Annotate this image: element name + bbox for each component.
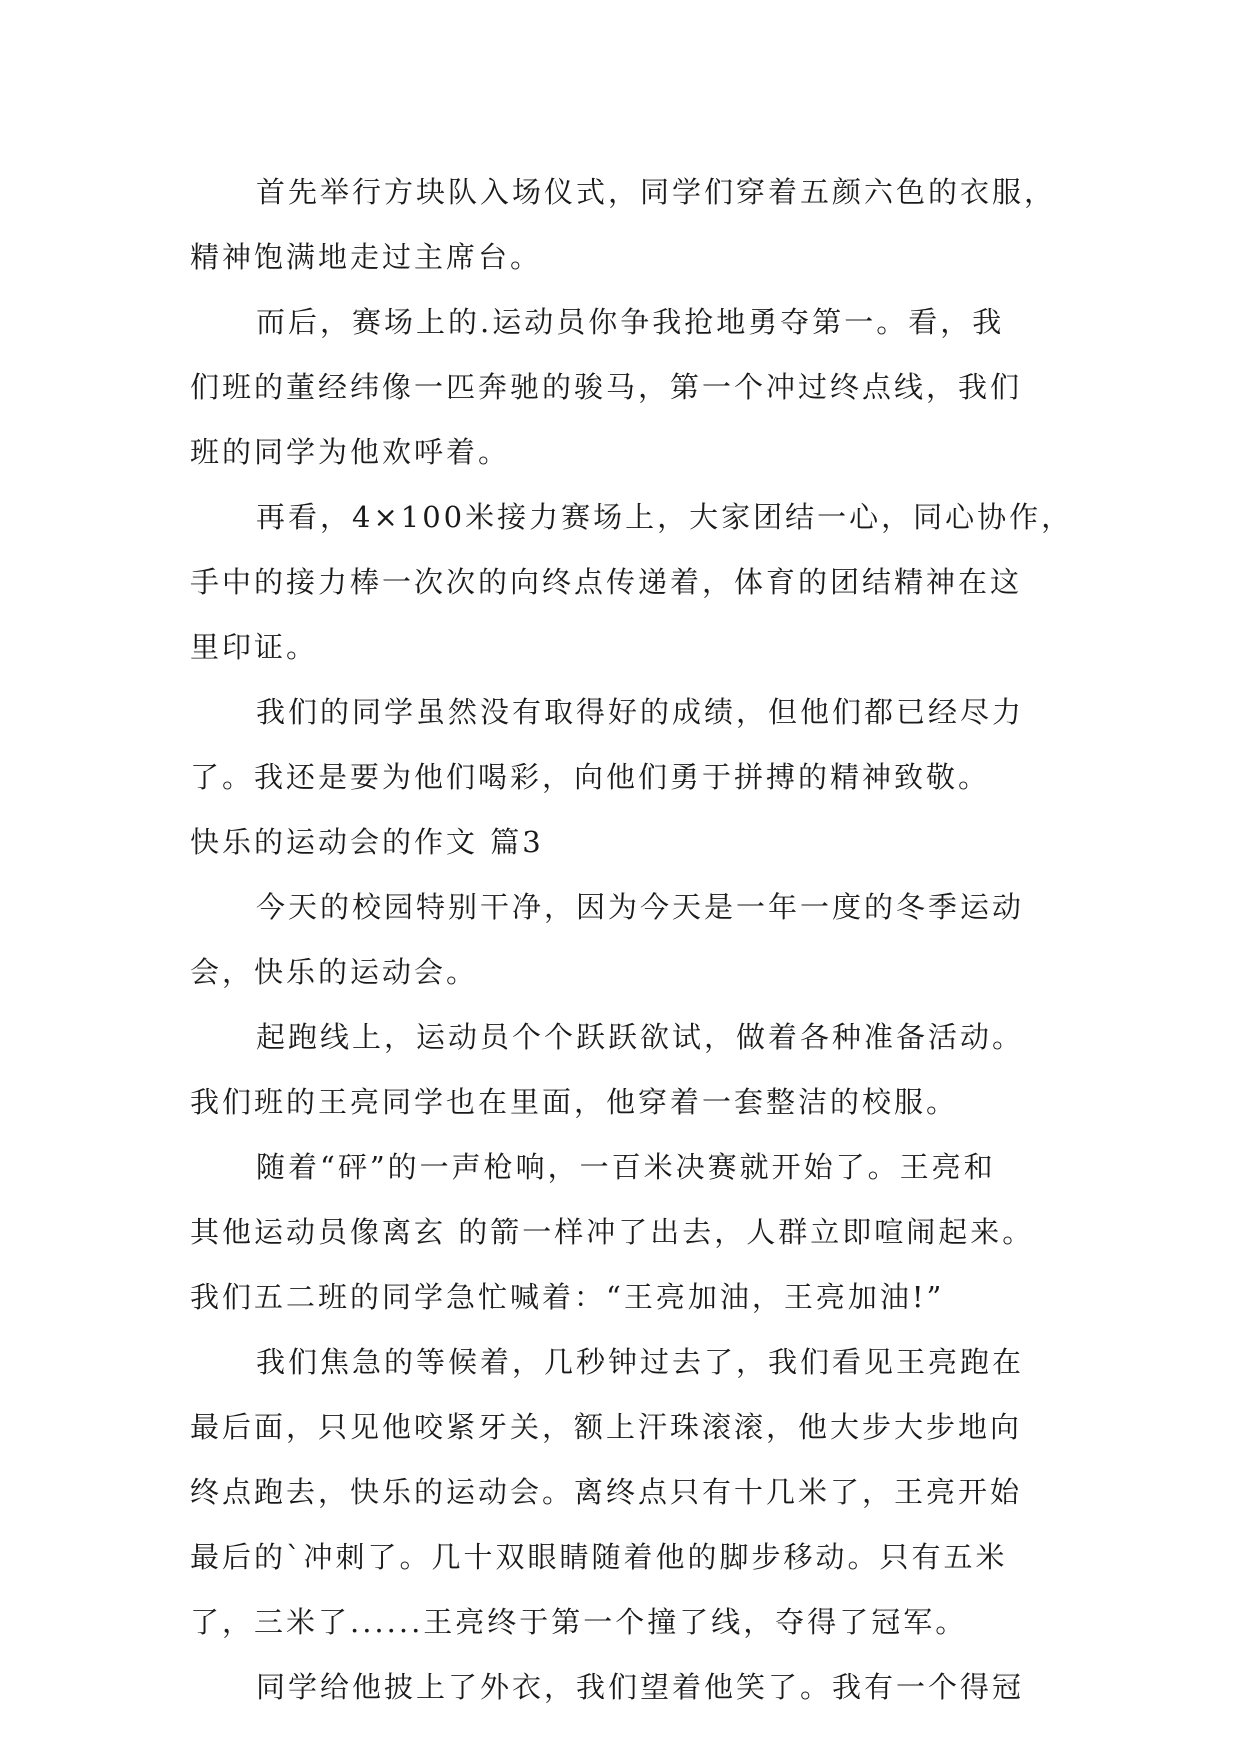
section-heading: 快乐的运动会的作文 篇3 (190, 825, 544, 859)
text-line: 今天的校园特别干净，因为今天是一年一度的冬季运动 (256, 890, 1025, 924)
text-line: 最后的`冲刺了。几十双眼睛随着他的脚步移动。只有五米 (190, 1540, 1008, 1574)
text-line: 了，三米了......王亮终于第一个撞了线，夺得了冠军。 (190, 1605, 968, 1639)
text-line: 再看，4×100米接力赛场上，大家团结一心，同心协作， (256, 500, 1074, 534)
text-line: 班的同学为他欢呼着。 (190, 435, 511, 469)
text-line: 了。我还是要为他们喝彩，向他们勇于拼搏的精神致敬。 (190, 760, 991, 794)
text-line: 里印证。 (190, 630, 319, 664)
text-line: 我们焦急的等候着，几秒钟过去了，我们看见王亮跑在 (256, 1345, 1025, 1379)
text-line: 我们的同学虽然没有取得好的成绩，但他们都已经尽力 (256, 695, 1025, 729)
text-line: 我们班的王亮同学也在里面，他穿着一套整洁的校服。 (190, 1085, 959, 1119)
text-line: 会，快乐的运动会。 (190, 955, 479, 989)
text-line: 终点跑去，快乐的运动会。离终点只有十几米了，王亮开始 (190, 1475, 1023, 1509)
text-line: 而后，赛场上的.运动员你争我抢地勇夺第一。看，我 (256, 305, 1005, 339)
text-line: 同学给他披上了外衣，我们望着他笑了。我有一个得冠 (256, 1670, 1025, 1704)
text-line: 手中的接力棒一次次的向终点传递着，体育的团结精神在这 (190, 565, 1023, 599)
text-line: 随着“砰”的一声枪响，一百米决赛就开始了。王亮和 (256, 1150, 996, 1184)
text-line: 最后面，只见他咬紧牙关，额上汗珠滚滚，他大步大步地向 (190, 1410, 1023, 1444)
text-line: 们班的董经纬像一匹奔驰的骏马，第一个冲过终点线，我们 (190, 370, 1023, 404)
text-line: 其他运动员像离玄 的箭一样冲了出去，人群立即喧闹起来。 (190, 1215, 1035, 1249)
text-line: 精神饱满地走过主席台。 (190, 240, 543, 274)
document-body (190, 160, 1090, 1720)
text-line: 我们五二班的同学急忙喊着：“王亮加油，王亮加油!” (190, 1280, 945, 1314)
text-line: 首先举行方块队入场仪式，同学们穿着五颜六色的衣服， (256, 175, 1057, 209)
text-line: 起跑线上，运动员个个跃跃欲试，做着各种准备活动。 (256, 1020, 1025, 1054)
